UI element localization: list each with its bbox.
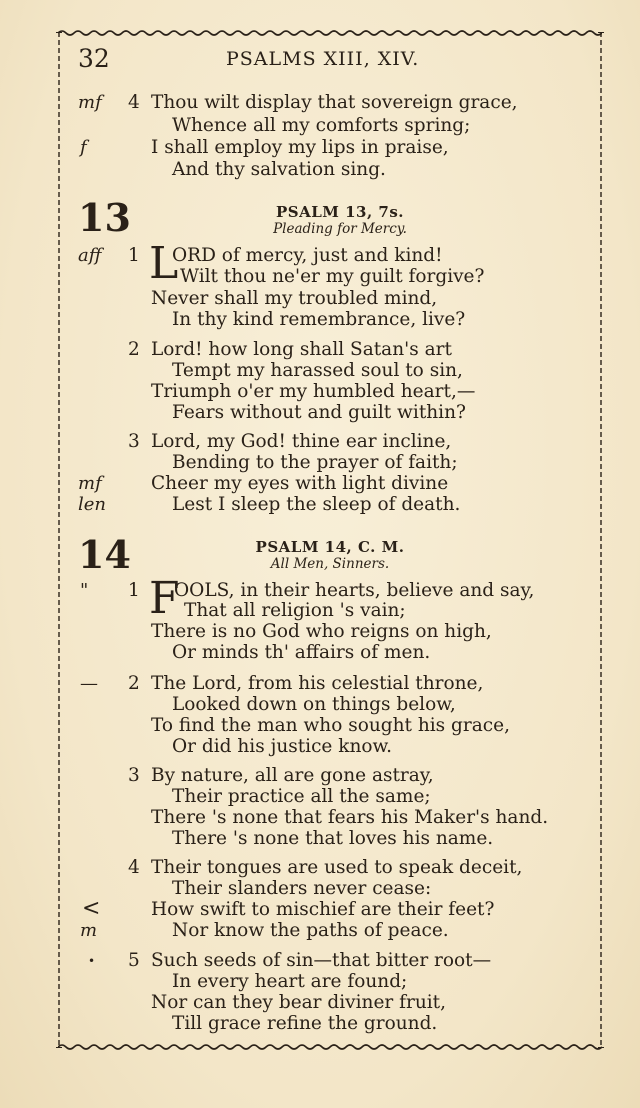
verse-line: Cheer my eyes with light divine bbox=[151, 473, 449, 494]
verse-line: Their tongues are used to speak deceit, bbox=[151, 857, 523, 878]
dynamic-mark: mf bbox=[78, 473, 102, 494]
dynamic-mark: f bbox=[80, 137, 87, 158]
verse-line: Whence all my comforts spring; bbox=[172, 115, 471, 136]
verse-line: Their practice all the same; bbox=[172, 786, 431, 807]
right-border-ornament bbox=[596, 32, 606, 1048]
psalm-number: 14 bbox=[78, 532, 131, 577]
verse-line: I shall employ my lips in praise, bbox=[151, 137, 449, 158]
verse-line: In every heart are found; bbox=[172, 971, 408, 992]
verse-number: 3 bbox=[128, 765, 140, 786]
verse-number: 1 bbox=[128, 245, 140, 266]
verse-line: How swift to mischief are their feet? bbox=[151, 899, 495, 920]
verse-line: And thy salvation sing. bbox=[172, 159, 386, 180]
verse-line: Nor can they bear diviner fruit, bbox=[151, 992, 446, 1013]
verse-line: Fears without and guilt within? bbox=[172, 402, 466, 423]
drop-cap: L bbox=[149, 238, 179, 289]
dynamic-mark: len bbox=[78, 494, 107, 515]
verse-line: The Lord, from his celestial throne, bbox=[151, 673, 484, 694]
verse-line: Bending to the prayer of faith; bbox=[172, 452, 458, 473]
verse-line: Lest I sleep the sleep of death. bbox=[172, 494, 461, 515]
verse-line: Till grace refine the ground. bbox=[172, 1013, 438, 1034]
verse-line: ORD of mercy, just and kind! bbox=[172, 245, 443, 266]
verse-line: Looked down on things below, bbox=[172, 694, 456, 715]
verse-line: Their slanders never cease: bbox=[172, 878, 432, 899]
dynamic-mark: m bbox=[80, 920, 98, 941]
verse-line: Never shall my troubled mind, bbox=[151, 288, 438, 309]
verse-number: 5 bbox=[128, 950, 140, 971]
verse-line: There 's none that fears his Maker's hand. bbox=[151, 807, 549, 828]
running-title: PSALMS XIII, XIV. bbox=[226, 48, 420, 70]
dynamic-mark: < bbox=[82, 896, 101, 921]
dynamic-mark: — bbox=[80, 673, 98, 694]
verse-line: Nor know the paths of peace. bbox=[172, 920, 449, 941]
verse-line: By nature, all are gone astray, bbox=[151, 765, 434, 786]
dynamic-mark: aff bbox=[78, 245, 102, 266]
verse-line: That all religion 's vain; bbox=[184, 600, 406, 621]
dynamic-mark: mf bbox=[78, 92, 102, 113]
psalm-title: PSALM 13, 7s. bbox=[275, 203, 405, 221]
verse-line: Lord! how long shall Satan's art bbox=[151, 339, 452, 360]
verse-line: Thou wilt display that sovereign grace, bbox=[151, 92, 518, 113]
verse-line: There 's none that loves his name. bbox=[172, 828, 494, 849]
psalm-subtitle: Pleading for Mercy. bbox=[273, 221, 407, 237]
verse-number: 1 bbox=[128, 580, 140, 601]
drop-cap: F bbox=[149, 573, 180, 624]
psalm-title: PSALM 14, C. M. bbox=[255, 538, 405, 556]
verse-line: Or did his justice know. bbox=[172, 736, 393, 757]
dynamic-mark: " bbox=[80, 580, 89, 601]
verse-line: Wilt thou ne'er my guilt forgive? bbox=[180, 266, 485, 287]
verse-line: OOLS, in their hearts, believe and say, bbox=[174, 580, 535, 601]
verse-line: Lord, my God! thine ear incline, bbox=[151, 431, 452, 452]
verse-line: To find the man who sought his grace, bbox=[151, 715, 510, 736]
verse-line: There is no God who reigns on high, bbox=[151, 621, 492, 642]
top-border-ornament bbox=[58, 28, 602, 38]
page-header bbox=[78, 44, 578, 80]
bottom-border-ornament bbox=[58, 1042, 602, 1052]
verse-number: 3 bbox=[128, 431, 140, 452]
verse-line: Tempt my harassed soul to sin, bbox=[172, 360, 463, 381]
verse-number: 2 bbox=[128, 673, 140, 694]
verse-number: 4 bbox=[128, 92, 140, 113]
psalm-subtitle: All Men, Sinners. bbox=[270, 556, 390, 572]
left-border-ornament bbox=[54, 32, 64, 1048]
verse-line: Such seeds of sin—that bitter root— bbox=[151, 950, 492, 971]
verse-line: In thy kind remembrance, live? bbox=[172, 309, 466, 330]
dynamic-mark: • bbox=[88, 954, 96, 968]
verse-number: 4 bbox=[128, 857, 140, 878]
verse-line: Triumph o'er my humbled heart,— bbox=[151, 381, 476, 402]
verse-line: Or minds th' affairs of men. bbox=[172, 642, 431, 663]
page-number: 32 bbox=[78, 44, 110, 73]
psalm-number: 13 bbox=[78, 195, 131, 240]
verse-number: 2 bbox=[128, 339, 140, 360]
